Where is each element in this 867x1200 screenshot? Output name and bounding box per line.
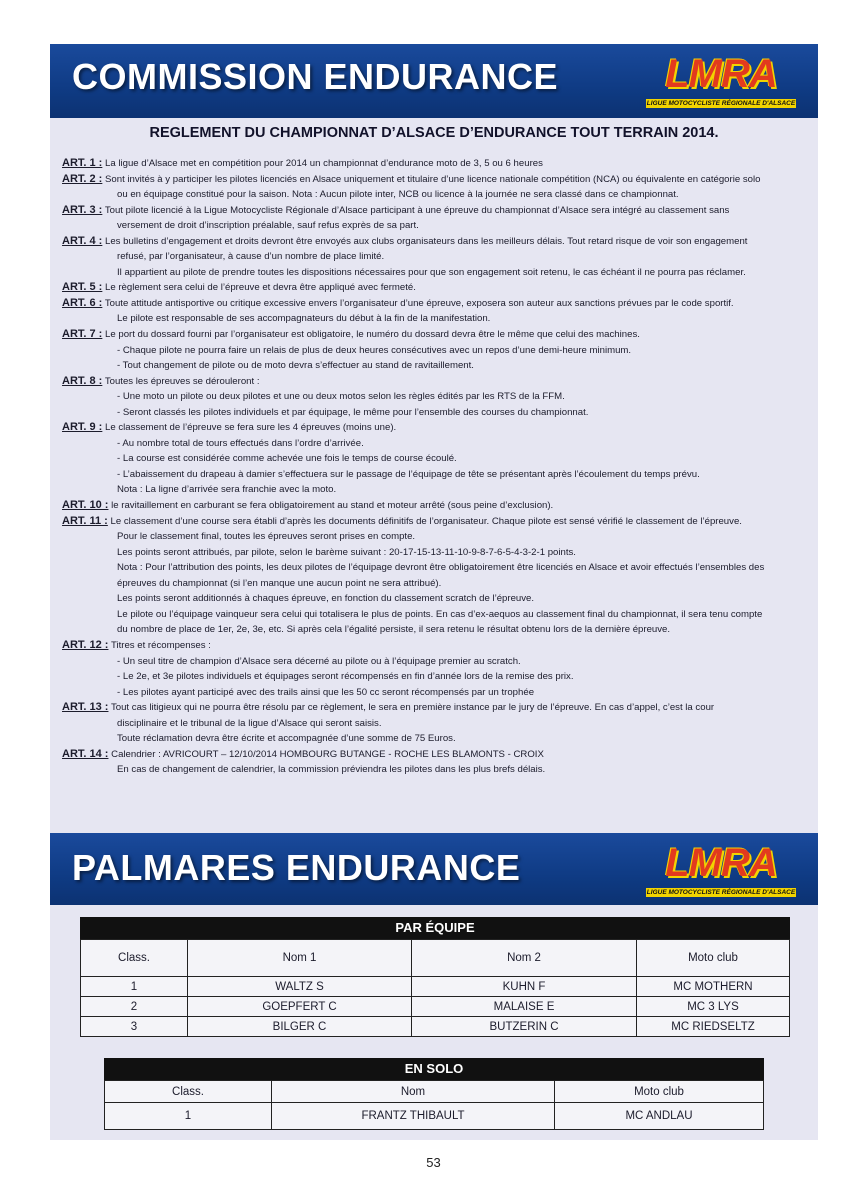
team-header-row xyxy=(81,940,790,977)
article-label: ART. 13 : xyxy=(62,701,109,714)
table-cell: GOEPFERT C xyxy=(188,997,412,1017)
table-cell: FRANTZ THIBAULT xyxy=(272,1103,555,1130)
table-cell: 1 xyxy=(105,1103,272,1130)
article-4 xyxy=(62,234,812,281)
article-label: ART. 1 : xyxy=(62,157,103,169)
article-label: ART. 11 : xyxy=(62,514,108,527)
article-continuation: Les points seront additionnés à chaques épreuve, en fonction du classement scratch de l’épreuve. xyxy=(117,593,535,605)
logo-tagline: LIGUE MOTOCYCLISTE RÉGIONALE D'ALSACE xyxy=(646,889,796,896)
article-line xyxy=(62,172,812,188)
table-cell: BILGER C xyxy=(188,1017,412,1037)
table-cell: MALAISE E xyxy=(412,997,637,1017)
article-line xyxy=(62,327,812,343)
article-continuation: épreuves du championnat (si l’en manque une aucun point ne sera attribué). xyxy=(117,577,442,589)
solo-results xyxy=(104,1058,764,1130)
article-text: Le port du dossard fourni par l’organisateur est obligatoire, le numéro du dossard devra être le même que celui des machines. xyxy=(105,329,640,341)
article-continuation: - Tout changement de pilote ou de moto devra s’effectuer au stand de ravitaillement. xyxy=(117,360,474,372)
regulation-title: REGLEMENT DU CHAMPIONNAT D’ALSACE D’ENDURANCE TOUT TERRAIN 2014. xyxy=(149,125,719,141)
article-line xyxy=(62,280,812,296)
logo-text: LMRA xyxy=(665,52,777,96)
article-line xyxy=(62,514,812,530)
article-continuation: - Seront classés les pilotes individuels et par équipage, le même pour l’ensemble des courses du championnat. xyxy=(117,406,589,418)
table-cell: KUHN F xyxy=(412,977,637,997)
article-6 xyxy=(62,296,812,327)
article-label: ART. 5 : xyxy=(62,281,103,294)
article-line xyxy=(62,203,812,219)
article-label: ART. 6 : xyxy=(62,296,103,309)
article-text: Toute attitude antisportive ou critique excessive envers l’organisateur d’une épreuve, exposera son auteur aux sanctions prévues par le code sportif. xyxy=(104,297,734,309)
table-cell: WALTZ S xyxy=(188,977,412,997)
banner-title: COMMISSION ENDURANCE xyxy=(72,56,559,97)
article-continuation: Nota : Pour l’attribution des points, les deux pilotes de l’équipage devront être obligatoirement être licenciés en Alsace et avoir effectués l’ensembles des xyxy=(117,562,765,574)
article-text: Les bulletins d’engagement et droits devront être envoyés aux clubs organisateurs dans les meilleurs délais. Tout retard risque de voir son engagement xyxy=(105,235,748,247)
article-line xyxy=(62,156,812,172)
team-table xyxy=(80,939,790,1037)
article-2 xyxy=(62,172,812,203)
solo-table-title: EN SOLO xyxy=(104,1058,764,1080)
article-line xyxy=(62,638,812,654)
lmra-logo xyxy=(646,841,796,897)
article-7 xyxy=(62,327,812,374)
logo-tagline: LIGUE MOTOCYCLISTE RÉGIONALE D'ALSACE xyxy=(646,100,796,107)
article-line xyxy=(62,296,812,312)
lmra-logo xyxy=(646,52,796,108)
palmares-title: PALMARES ENDURANCE xyxy=(72,847,521,888)
article-continuation: disciplinaire et le tribunal de la ligue d’Alsace qui seront saisis. xyxy=(117,717,382,729)
article-continuation: Pour le classement final, toutes les épreuves seront prises en compte. xyxy=(117,531,416,543)
article-continuation: Les points seront attribués, par pilote, selon le barème suivant : 20-17-15-13-11-10-9-8-7-6-5-4-3-2-1 points. xyxy=(117,546,576,558)
article-continuation: Il appartient au pilote de prendre toutes les dispositions nécessaires pour que son engagement soit retenu, le cas échéant il ne pourra pas réclamer. xyxy=(117,266,746,278)
table-row xyxy=(105,1103,764,1130)
article-continuation: versement de droit d’inscription préalable, sauf refus exprès de sa part. xyxy=(117,220,419,232)
article-text: La ligue d’Alsace met en compétition pour 2014 un championnat d’endurance moto de 3, 5 ou 6 heures xyxy=(105,158,543,169)
article-14 xyxy=(62,747,812,778)
article-label: ART. 14 : xyxy=(62,747,109,760)
table-cell: MC MOTHERN xyxy=(637,977,790,997)
article-continuation: - Un seul titre de champion d’Alsace sera décerné au pilote ou à l’équipage premier au scratch. xyxy=(117,655,521,667)
col-header: Class. xyxy=(105,1081,272,1103)
article-text: Sont invités à y participer les pilotes licenciés en Alsace uniquement et titulaire d’une licence nationale compétition (NCA) ou équivalente en catégorie solo xyxy=(105,173,761,185)
solo-header-row xyxy=(105,1081,764,1103)
table-cell: MC RIEDSELTZ xyxy=(637,1017,790,1037)
article-line xyxy=(62,420,812,436)
article-label: ART. 7 : xyxy=(62,328,103,341)
article-9 xyxy=(62,420,812,498)
article-continuation: Le pilote est responsable de ses accompagnateurs du début à la fin de la manifestation. xyxy=(117,313,491,325)
article-text: le ravitaillement en carburant se fera obligatoirement au stand et moteur arrêté (sous peine d’exclusion). xyxy=(111,500,554,512)
article-text: Tout cas litigieux qui ne pourra être résolu par ce règlement, le sera en première instance par le jury de l’épreuve. En cas d’appel, c’est la cour xyxy=(110,702,715,714)
article-line xyxy=(62,234,812,250)
col-header: Nom 1 xyxy=(188,940,412,977)
article-line xyxy=(62,747,812,763)
article-continuation: - Une moto un pilote ou deux pilotes et une ou deux motos selon les règles édités par les RTS de la FFM. xyxy=(117,391,565,403)
page-number: 53 xyxy=(426,1155,441,1170)
article-5 xyxy=(62,280,812,296)
article-continuation: Toute réclamation devra être écrite et accompagnée d’une somme de 75 Euros. xyxy=(117,733,456,745)
article-text: Tout pilote licencié à la Ligue Motocycliste Régionale d’Alsace participant à une épreuve du championnat d’Alsace sera intégré au classement sans xyxy=(104,204,730,216)
table-row xyxy=(81,997,790,1017)
commission-banner xyxy=(50,44,818,118)
table-cell: MC 3 LYS xyxy=(637,997,790,1017)
article-line xyxy=(62,700,812,716)
table-row xyxy=(81,977,790,997)
article-label: ART. 12 : xyxy=(62,638,109,651)
article-12 xyxy=(62,638,812,700)
article-continuation: En cas de changement de calendrier, la commission préviendra les pilotes dans les plus brefs délais. xyxy=(117,764,546,776)
article-label: ART. 8 : xyxy=(62,374,103,387)
article-label: ART. 9 : xyxy=(62,421,103,434)
article-continuation: Nota : La ligne d’arrivée sera franchie avec la moto. xyxy=(117,484,337,496)
col-header: Moto club xyxy=(637,940,790,977)
article-continuation: Le pilote ou l’équipage vainqueur sera celui qui totalisera le plus de points. En cas d’ex-aequos au classement final du championnat, il sera tenu compte xyxy=(117,608,763,620)
palmares-banner xyxy=(50,833,818,905)
article-continuation: refusé, par l’organisateur, à cause d’un nombre de place limité. xyxy=(117,251,385,263)
team-results xyxy=(80,917,790,1037)
solo-table xyxy=(104,1080,764,1130)
article-11 xyxy=(62,514,812,638)
article-label: ART. 3 : xyxy=(62,203,103,216)
article-3 xyxy=(62,203,812,234)
article-continuation: ou en équipage constitué pour la saison. Nota : Aucun pilote inter, NCB ou licence à la journée ne sera classé dans ce championnat. xyxy=(117,189,679,201)
table-cell: BUTZERIN C xyxy=(412,1017,637,1037)
article-text: Toutes les épreuves se dérouleront : xyxy=(104,375,260,387)
article-continuation: - Les pilotes ayant participé avec des trails ainsi que les 50 cc seront récompensés par un trophée xyxy=(117,686,535,698)
team-table-title: PAR ÉQUIPE xyxy=(80,917,790,939)
article-text: Le classement d’une course sera établi d’après les documents définitifs de l’organisateur. Chaque pilote est sensé vérifié le classement de l’épreuve. xyxy=(110,515,742,527)
table-cell: 2 xyxy=(81,997,188,1017)
article-text: Calendrier : AVRICOURT – 12/10/2014 HOMBOURG BUTANGE - ROCHE LES BLAMONTS - CROIX xyxy=(111,748,544,760)
table-cell: MC ANDLAU xyxy=(555,1103,764,1130)
col-header: Moto club xyxy=(555,1081,764,1103)
article-line xyxy=(62,374,812,390)
article-text: Le règlement sera celui de l’épreuve et devra être appliqué avec fermeté. xyxy=(105,282,416,294)
articles-list xyxy=(62,156,812,778)
article-continuation: - L’abaissement du drapeau à damier s’effectuera sur le passage de l’équipage de tête se présentant après l’écoulement du temps prévu. xyxy=(117,468,700,480)
article-text: Le classement de l’épreuve se fera sure les 4 épreuves (moins une). xyxy=(105,422,397,434)
table-cell: 1 xyxy=(81,977,188,997)
article-label: ART. 4 : xyxy=(62,234,103,247)
article-label: ART. 10 : xyxy=(62,499,109,512)
col-header: Nom xyxy=(272,1081,555,1103)
article-text: Titres et récompenses : xyxy=(110,639,211,651)
article-continuation: du nombre de place de 1er, 2e, 3e, etc. Si après cela l’égalité persiste, il sera retenu le résultat obtenu lors de la dernière épreuve. xyxy=(117,624,671,636)
table-cell: 3 xyxy=(81,1017,188,1037)
article-10 xyxy=(62,498,812,514)
article-label: ART. 2 : xyxy=(62,172,103,185)
article-continuation: - La course est considérée comme achevée une fois le temps de course écoulé. xyxy=(117,453,457,465)
article-1 xyxy=(62,156,812,172)
article-continuation: - Au nombre total de tours effectués dans l’ordre d’arrivée. xyxy=(117,437,364,449)
article-line xyxy=(62,498,812,514)
article-8 xyxy=(62,374,812,421)
table-row xyxy=(81,1017,790,1037)
col-header: Class. xyxy=(81,940,188,977)
article-continuation: - Le 2e, et 3e pilotes individuels et équipages seront récompensés en fin d’année lors de la remise des prix. xyxy=(117,671,574,683)
logo-text: LMRA xyxy=(665,841,777,885)
article-continuation: - Chaque pilote ne pourra faire un relais de plus de deux heures consécutives avec un repos d’une demi-heure minimum. xyxy=(117,344,632,356)
article-13 xyxy=(62,700,812,747)
col-header: Nom 2 xyxy=(412,940,637,977)
